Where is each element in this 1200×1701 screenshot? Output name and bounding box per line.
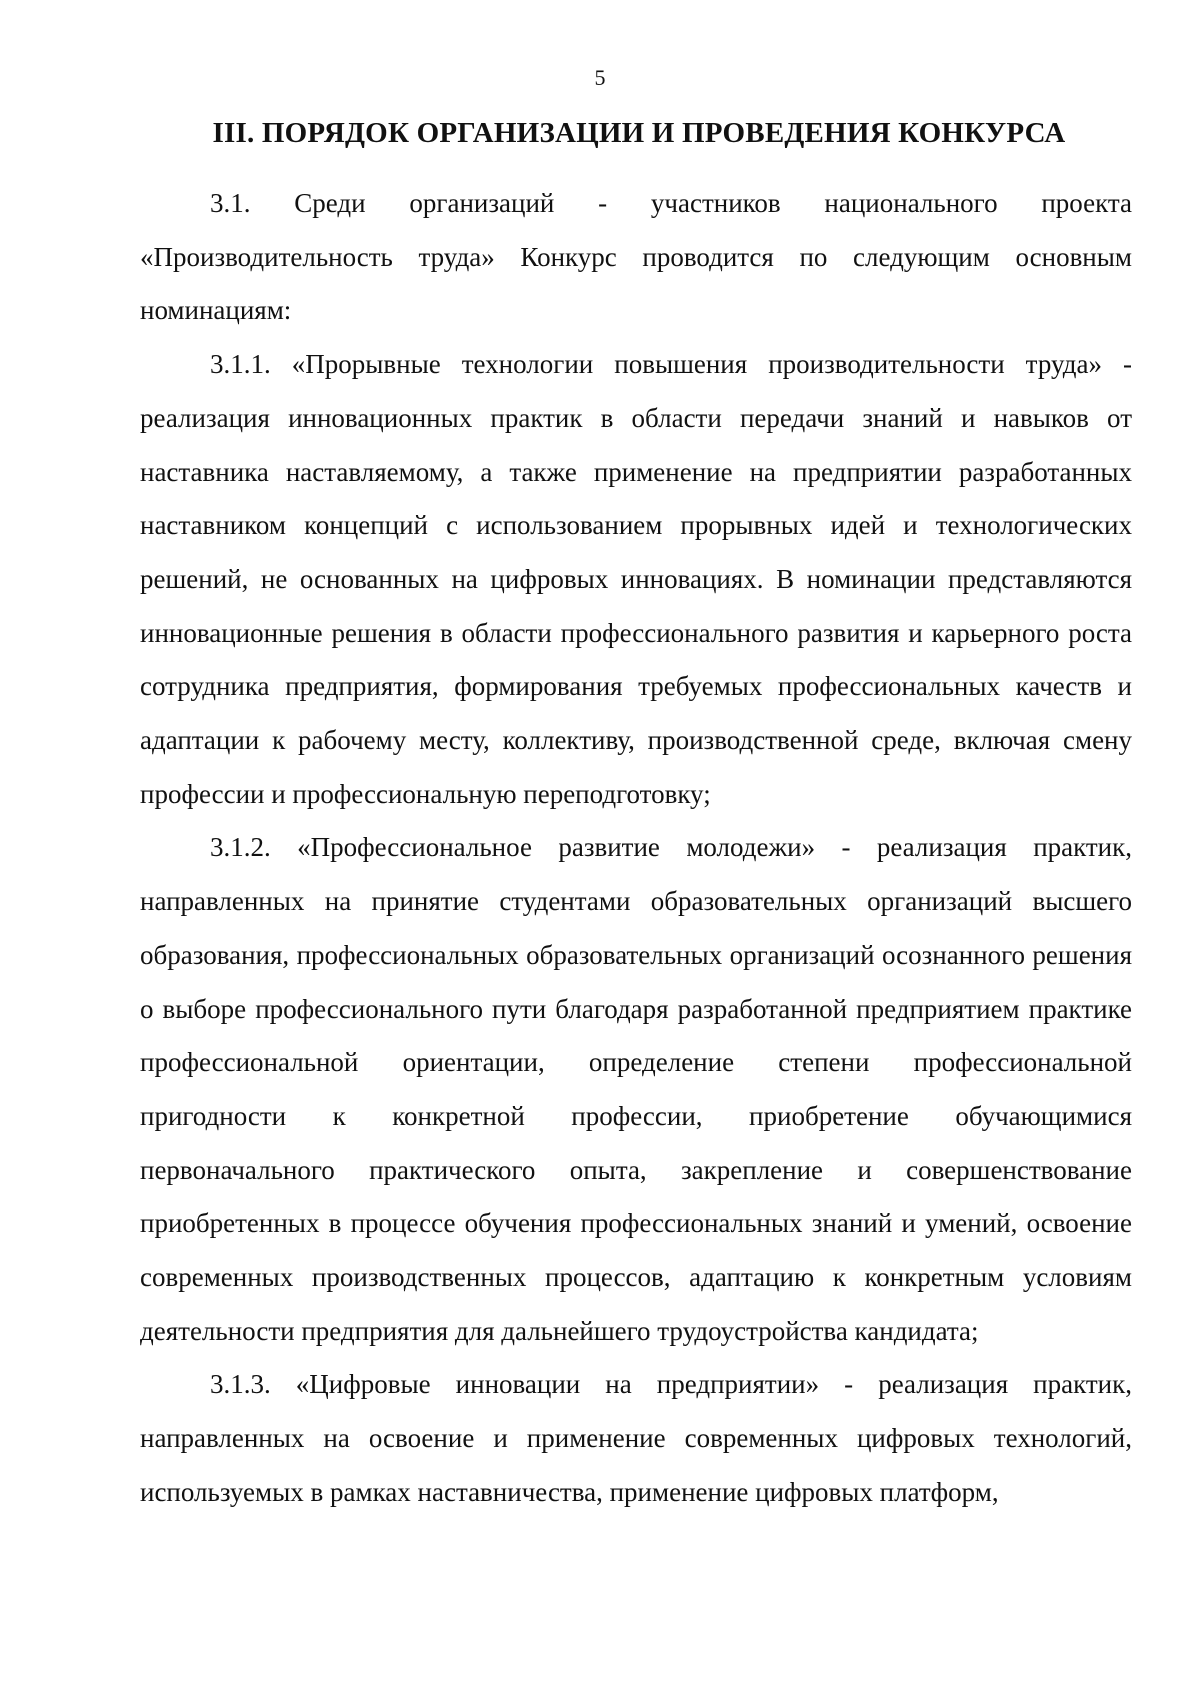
body-text — [140, 177, 1132, 1520]
paragraph-3-1-1: 3.1.1. «Прорывные технологии повышения производительности труда» - реализация инновационных практик в области передачи знаний и навыков от наставника наставляемому, а также применение на предприятии разработанных наставником концепций с использованием прорывных идей и технологических решений, не основанных на цифровых инновациях. В номинации представляются инновационные решения в области профессионального развития и карьерного роста сотрудника предприятия, формирования требуемых профессиональных качеств и адаптации к рабочему месту, коллективу, производственной среде, включая смену профессии и профессиональную переподготовку; — [140, 349, 1132, 809]
section-title: III. ПОРЯДОК ОРГАНИЗАЦИИ И ПРОВЕДЕНИЯ КОНКУРСА — [212, 117, 1066, 149]
page-number: 5 — [594, 65, 606, 90]
paragraph-3-1-3: 3.1.3. «Цифровые инновации на предприятии» - реализация практик, направленных на освоение и применение современных цифровых технологий, используемых в рамках наставничества, применение цифровых платформ, — [140, 1369, 1132, 1507]
paragraph-3-1-2: 3.1.2. «Профессиональное развитие молодежи» - реализация практик, направленных на принятие студентами образовательных организаций высшего образования, профессиональных образовательных организаций осознанного решения о выборе профессионального пути благодаря разработанной предприятием практике профессиональной ориентации, определение степени профессиональной пригодности к конкретной профессии, приобретение обучающимися первоначального практического опыта, закрепление и совершенствование приобретенных в процессе обучения профессиональных знаний и умений, освоение современных производственных процессов, адаптацию к конкретным условиям деятельности предприятия для дальнейшего трудоустройства кандидата; — [140, 832, 1132, 1346]
paragraph-3-1: 3.1. Среди организаций - участников национального проекта «Производительность труда» Конкурс проводится по следующим основным номинациям: — [140, 188, 1132, 326]
